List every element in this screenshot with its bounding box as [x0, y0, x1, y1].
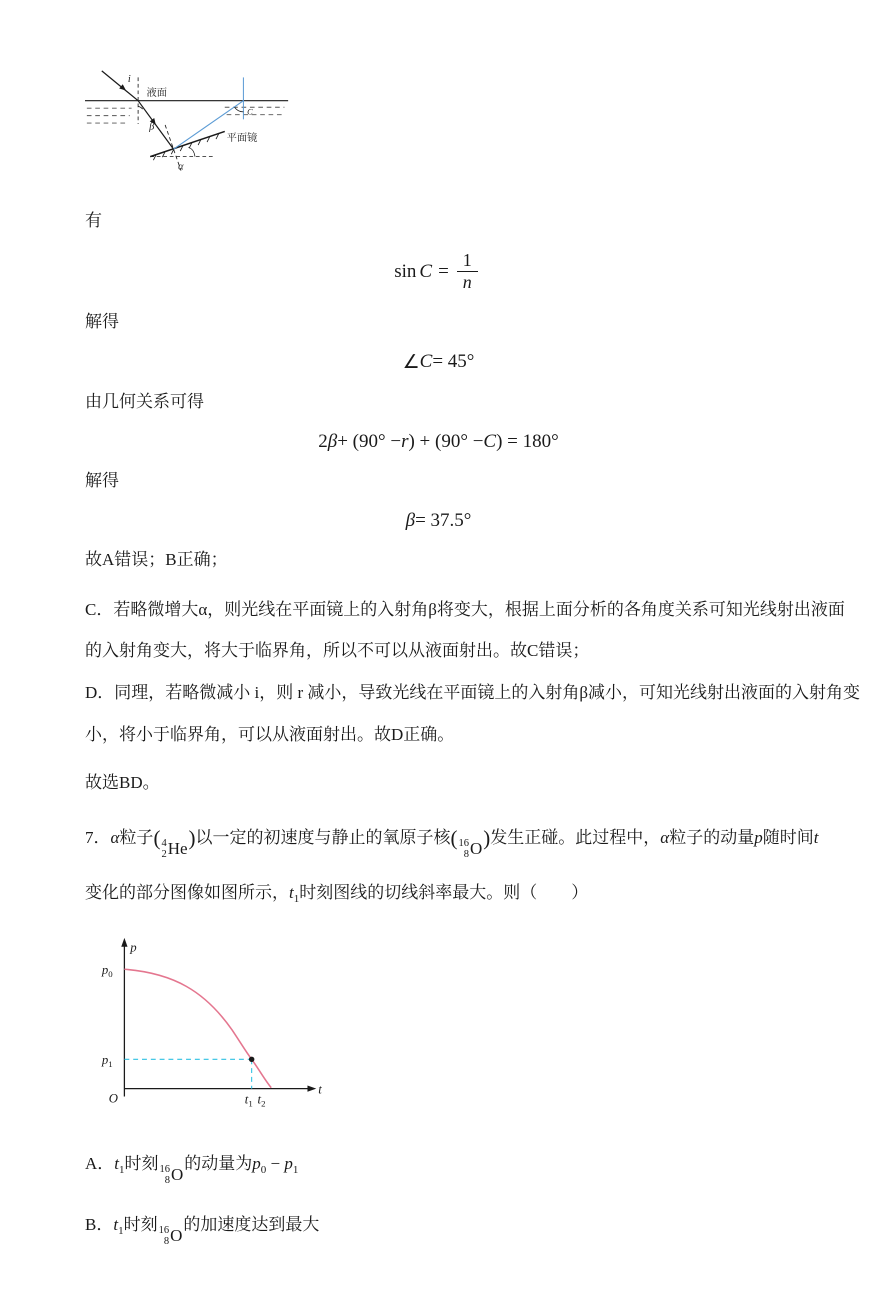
right-paren: ) [483, 826, 491, 851]
t1-subscript: 1 [119, 1164, 125, 1177]
nuclide-o-scripts [459, 838, 470, 860]
alpha-angle-arc [188, 147, 195, 156]
option-b [85, 1210, 792, 1247]
question-7-line1 [85, 812, 819, 871]
var-beta: β [405, 509, 416, 531]
value-45deg: = 45° [432, 351, 475, 373]
he-atomic-number: 2 [161, 849, 167, 861]
x-axis-arrow [307, 1086, 316, 1092]
q7-text-6: 变化的部分图像如图所示， [85, 882, 289, 902]
o-mass-number: 16 [159, 1164, 171, 1176]
question-number: 7． [85, 828, 111, 848]
p1-subscript: 1 [292, 1164, 299, 1177]
alpha-particle-symbol: α [660, 828, 670, 848]
angle-symbol: ∠ [402, 351, 420, 373]
he-symbol: He [167, 839, 188, 859]
angle-i-label: i [127, 74, 131, 86]
nuclide-he-scripts [161, 838, 166, 860]
o-mass-number: 16 [158, 1225, 170, 1237]
water-dashes [87, 107, 285, 123]
origin-label: O [108, 1091, 118, 1106]
option-d-analysis-line1: D．同理，若略微减小 i，则 r 减小，导致光线在平面镜上的入射角β减小，可知光线射出液面的入射角变 [85, 682, 861, 702]
option-b-label: B． [85, 1215, 114, 1235]
coeff-2: 2 [318, 430, 328, 452]
o-atomic-number: 8 [163, 1236, 170, 1248]
var-beta: β [327, 430, 338, 452]
formula-beta-value [85, 510, 792, 532]
fraction-numerator: 1 [457, 250, 478, 273]
nuclide-oxygen [159, 1225, 183, 1247]
he-mass-number: 4 [161, 838, 167, 850]
t1-subscript: 1 [118, 1225, 124, 1238]
beta-label: β [149, 121, 155, 133]
q7-text-7: 时刻图线的切线斜率最大。则（ ） [299, 882, 589, 902]
text-solve-2: 解得 [85, 470, 119, 490]
t1-subscript: 1 [293, 892, 300, 905]
mirror-hatching [153, 134, 218, 161]
nuclide-o-scripts [159, 1225, 170, 1247]
p0-subscript: 0 [260, 1164, 267, 1177]
option-b-text-2: 的加速度达到最大 [183, 1215, 320, 1235]
var-C: C [483, 430, 497, 452]
var-t1: t [114, 1154, 120, 1174]
optics-diagram-svg [85, 68, 290, 180]
term-3: ) = 180° [496, 430, 559, 452]
formula-angle-c [85, 351, 792, 374]
o-atomic-number: 8 [164, 1175, 171, 1187]
var-t1: t [289, 882, 294, 902]
q7-text-3: 发生正碰。此过程中， [490, 828, 661, 848]
incident-ray [102, 71, 138, 101]
mirror-label: 平面镜 [226, 132, 258, 144]
c-angle-arc [235, 107, 244, 112]
momentum-time-chart [95, 934, 792, 1125]
fraction-denominator: n [462, 272, 472, 293]
option-a-label: A． [85, 1154, 115, 1174]
formula-geometry-relation [85, 431, 792, 453]
refracted-ray [138, 101, 173, 149]
option-d-analysis-line2: 小，将小于临界角，可以从液面射出。故D正确。 [85, 724, 455, 744]
o-atomic-number: 8 [463, 849, 470, 861]
inflection-point-dot [249, 1057, 254, 1062]
option-a [85, 1149, 792, 1186]
nuclide-o-scripts [160, 1164, 171, 1186]
q7-text-4: 粒子的动量 [669, 828, 755, 848]
sin-function: sin [394, 260, 417, 282]
var-t: t [813, 828, 819, 848]
minus-sign: − [266, 1154, 285, 1174]
left-paren: ( [153, 826, 161, 851]
x-axis-label: t [318, 1082, 322, 1097]
nuclide-oxygen [459, 827, 483, 870]
conclusion-ab: 故A错误；B正确； [85, 549, 228, 569]
equals-sign: = [438, 260, 449, 282]
fraction [457, 250, 478, 294]
option-c-analysis-line2: 的入射角变大，将大于临界角，所以不可以从液面射出。故C错误； [85, 641, 590, 661]
t2-tick-label: $t_2$ [257, 1092, 266, 1109]
text-solve-1: 解得 [85, 312, 119, 332]
var-t1: t [113, 1215, 119, 1235]
formula-sin-critical [85, 250, 792, 294]
y-axis-arrow [121, 938, 127, 947]
c-angle-label: C [247, 107, 253, 117]
q7-text-2: 以一定的初速度与静止的氧原子核 [195, 828, 451, 848]
option-a-text-1: 时刻 [124, 1154, 159, 1174]
option-b-text-1: 时刻 [123, 1215, 158, 1235]
term-2: ) + (90° − [408, 430, 484, 452]
q7-text-1: 粒子 [119, 828, 154, 848]
var-p0: p [252, 1154, 261, 1174]
t1-tick-label: $t_1$ [244, 1092, 253, 1109]
term-1: + (90° − [337, 430, 402, 452]
alpha-label: α [178, 161, 184, 173]
q7-text-5: 随时间 [762, 828, 814, 848]
dashed-guides [124, 1059, 251, 1088]
var-C: C [419, 260, 433, 282]
option-c-analysis-line1: C．若略微增大α，则光线在平面镜上的入射角β将变大，根据上面分析的各角度关系可知光线射出液面 [85, 599, 845, 619]
right-paren: ) [188, 826, 196, 851]
left-paren: ( [450, 826, 458, 851]
o-symbol: O [470, 839, 483, 859]
incident-ray-arrow [119, 84, 126, 90]
surface-label: 液面 [146, 88, 168, 100]
text-have: 有 [85, 211, 102, 230]
o-symbol: O [171, 1165, 184, 1185]
var-C: C [419, 351, 433, 373]
value-37-5deg: = 37.5° [415, 509, 472, 531]
y-axis-label: p [130, 940, 137, 955]
momentum-curve [124, 969, 271, 1087]
answer-choice: 故选BD。 [85, 773, 160, 793]
text-geometry: 由几何关系可得 [85, 391, 204, 411]
nuclide-helium [161, 827, 187, 870]
momentum-time-chart-svg [95, 934, 330, 1120]
o-symbol: O [170, 1226, 183, 1246]
o-mass-number: 16 [458, 838, 470, 850]
p1-tick-label: $p_1$ [101, 1053, 113, 1070]
option-a-text-2: 的动量为 [184, 1154, 253, 1174]
optics-diagram [85, 68, 792, 185]
plane-mirror-line [150, 131, 225, 156]
question-7-line2 [85, 871, 792, 914]
var-p: p [754, 828, 763, 848]
p0-tick-label: $p_0$ [101, 963, 113, 980]
var-r: r [401, 430, 409, 452]
nuclide-oxygen [160, 1164, 184, 1186]
var-p1: p [284, 1154, 293, 1174]
alpha-particle-symbol: α [110, 828, 120, 848]
